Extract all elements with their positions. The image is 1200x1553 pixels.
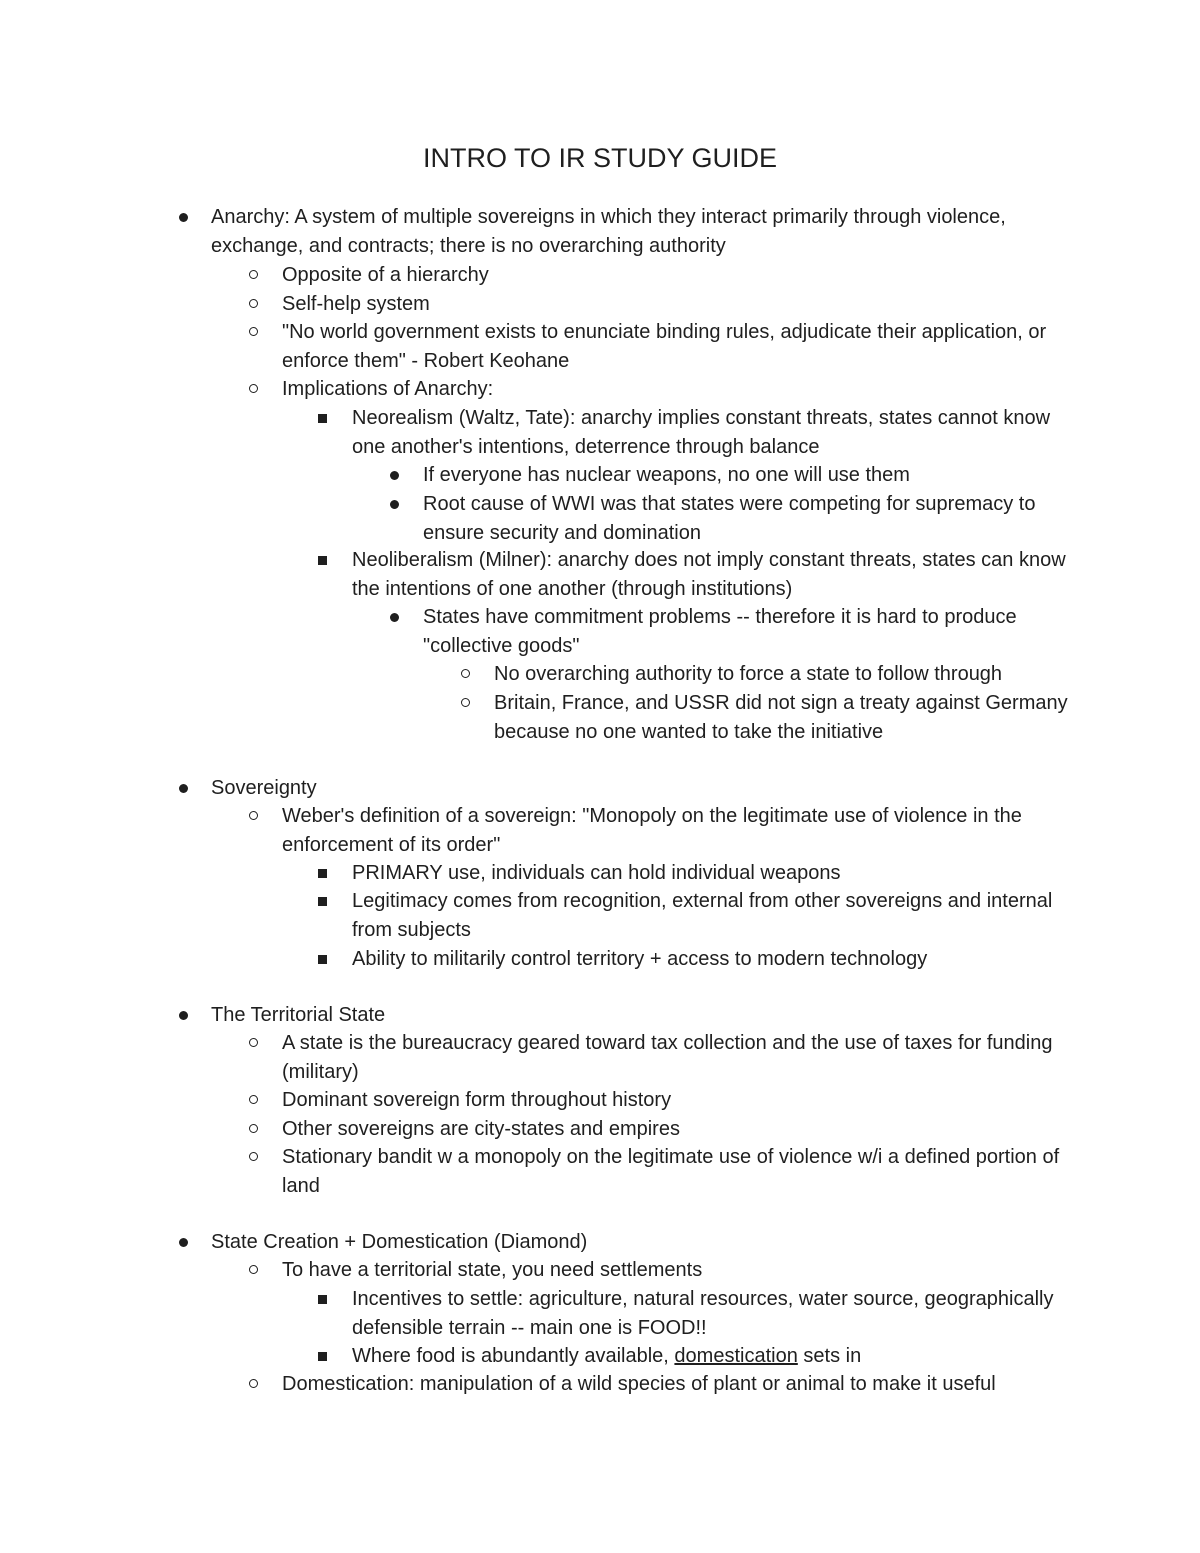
list-item xyxy=(282,1256,1072,1285)
filled-bullet-icon xyxy=(390,613,399,622)
item-text: Self-help system xyxy=(282,293,430,315)
item-text: States have commitment problems -- therefore it is hard to produce "collective goods" xyxy=(423,606,1017,657)
hollow-bullet-icon xyxy=(249,1038,258,1047)
item-text: To have a territorial state, you need settlements xyxy=(282,1259,703,1281)
item-text: Stationary bandit w a monopoly on the legitimate use of violence w/i a defined portion of land xyxy=(282,1146,1060,1197)
list-item xyxy=(352,859,1082,888)
list-item xyxy=(352,546,1082,603)
item-text: Dominant sovereign form throughout history xyxy=(282,1089,672,1111)
hollow-bullet-icon xyxy=(249,811,258,820)
item-text: Implications of Anarchy: xyxy=(282,378,494,400)
bullet-item-state-creation xyxy=(211,1228,1011,1257)
item-text xyxy=(352,1342,1082,1371)
list-item xyxy=(352,945,1082,974)
list-item xyxy=(282,1370,1072,1399)
square-bullet-icon xyxy=(318,955,327,964)
item-text: "No world government exists to enunciate binding rules, adjudicate their application, or enforce them" - Robert Keohane xyxy=(282,321,1047,372)
bullet-item-anarchy xyxy=(211,203,1011,260)
underlined-term: domestication xyxy=(674,1345,798,1367)
square-bullet-icon xyxy=(318,1352,327,1361)
list-item xyxy=(423,461,1073,490)
list-item xyxy=(352,887,1082,944)
list-item xyxy=(282,290,1072,319)
square-bullet-icon xyxy=(318,556,327,565)
list-item xyxy=(282,1086,1072,1115)
item-text: Sovereignty xyxy=(211,777,317,799)
item-text: No overarching authority to force a state to follow through xyxy=(494,663,1003,685)
item-text: Incentives to settle: agriculture, natural resources, water source, geographically defensible terrain -- main one is FOOD!! xyxy=(352,1288,1054,1339)
item-text: Neorealism (Waltz, Tate): anarchy implies constant threats, states cannot know one another's intentions, deterrence through balance xyxy=(352,407,1051,458)
square-bullet-icon xyxy=(318,1295,327,1304)
list-item xyxy=(423,603,1073,660)
square-bullet-icon xyxy=(318,869,327,878)
list-item xyxy=(282,1115,1072,1144)
bullet-item-territorial-state xyxy=(211,1001,1011,1030)
item-text: PRIMARY use, individuals can hold individual weapons xyxy=(352,862,841,884)
filled-bullet-icon xyxy=(390,471,399,480)
filled-bullet-icon xyxy=(179,213,188,222)
text-run: sets in xyxy=(797,1345,862,1367)
list-item xyxy=(282,1029,1072,1086)
item-text: Legitimacy comes from recognition, external from other sovereigns and internal from subjects xyxy=(352,890,1053,941)
list-item xyxy=(352,1342,1082,1371)
item-text: Root cause of WWI was that states were competing for supremacy to ensure security and domination xyxy=(423,493,1036,544)
filled-bullet-icon xyxy=(179,1238,188,1247)
hollow-bullet-icon xyxy=(249,1265,258,1274)
item-text: Britain, France, and USSR did not sign a treaty against Germany because no one wanted to take the initiative xyxy=(494,692,1068,743)
list-item xyxy=(352,404,1082,461)
hollow-bullet-icon xyxy=(249,1095,258,1104)
item-text: A state is the bureaucracy geared toward tax collection and the use of taxes for funding (military) xyxy=(282,1032,1053,1083)
hollow-bullet-icon xyxy=(461,698,470,707)
hollow-bullet-icon xyxy=(249,270,258,279)
list-item xyxy=(423,490,1073,547)
list-item xyxy=(282,318,1072,375)
item-text: Other sovereigns are city-states and empires xyxy=(282,1118,680,1140)
item-text: The Territorial State xyxy=(211,1004,386,1026)
item-text: Domestication: manipulation of a wild species of plant or animal to make it useful xyxy=(282,1373,996,1395)
list-item xyxy=(282,1143,1072,1200)
item-text: If everyone has nuclear weapons, no one will use them xyxy=(423,464,910,486)
hollow-bullet-icon xyxy=(249,299,258,308)
filled-bullet-icon xyxy=(179,784,188,793)
item-text: Opposite of a hierarchy xyxy=(282,264,489,286)
page-title: INTRO TO IR STUDY GUIDE xyxy=(422,143,778,173)
item-text: Weber's definition of a sovereign: "Monopoly on the legitimate use of violence in the enforcement of its order" xyxy=(282,805,1022,856)
hollow-bullet-icon xyxy=(249,1124,258,1133)
filled-bullet-icon xyxy=(179,1011,188,1020)
square-bullet-icon xyxy=(318,414,327,423)
filled-bullet-icon xyxy=(390,500,399,509)
hollow-bullet-icon xyxy=(249,1379,258,1388)
item-text: Neoliberalism (Milner): anarchy does not imply constant threats, states can know the intentions of one another (through institutions) xyxy=(352,549,1066,600)
hollow-bullet-icon xyxy=(249,1152,258,1161)
list-item xyxy=(494,660,1094,689)
bullet-item-sovereignty xyxy=(211,774,1011,803)
hollow-bullet-icon xyxy=(249,384,258,393)
list-item xyxy=(282,261,1072,290)
list-item xyxy=(494,689,1094,746)
hollow-bullet-icon xyxy=(461,669,470,678)
list-item xyxy=(352,1285,1082,1342)
square-bullet-icon xyxy=(318,897,327,906)
item-text: Anarchy: A system of multiple sovereigns in which they interact primarily through violence, exchange, and contracts; there is no overarching authority xyxy=(211,206,1006,257)
list-item xyxy=(282,802,1072,859)
text-run: Where food is abundantly available, xyxy=(352,1345,675,1367)
list-item xyxy=(282,375,1072,404)
item-text: State Creation + Domestication (Diamond) xyxy=(211,1231,588,1253)
hollow-bullet-icon xyxy=(249,327,258,336)
item-text: Ability to militarily control territory + access to modern technology xyxy=(352,948,928,970)
